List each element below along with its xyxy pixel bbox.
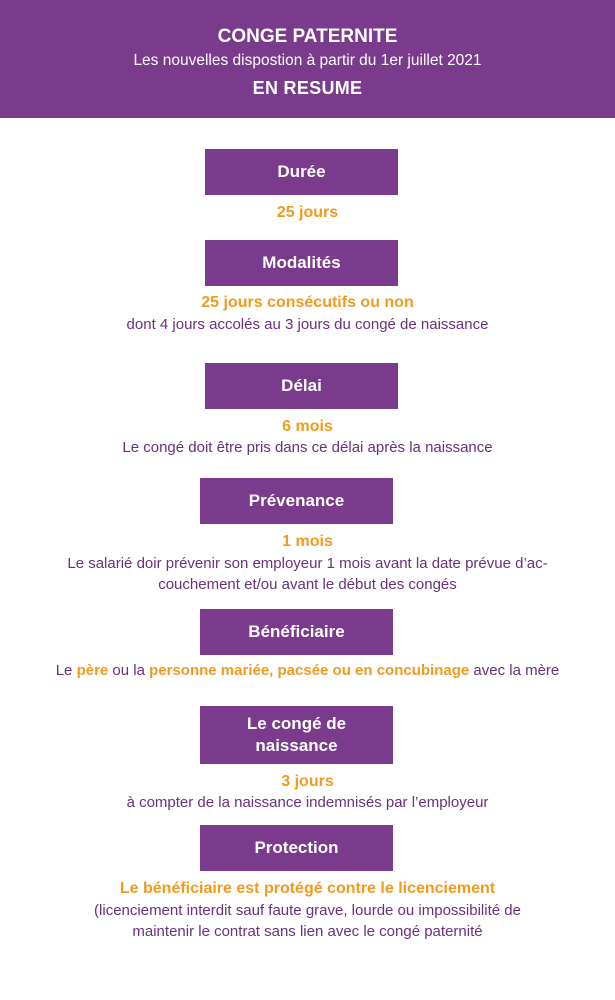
section-heading-prevenance: Prévenance <box>200 478 393 524</box>
delai-detail: Le congé doit être pris dans ce délai après la naissance <box>122 439 493 456</box>
protection-value: Le bénéficiaire est protégé contre le licenciement <box>119 880 496 897</box>
section-heading-beneficiaire: Bénéficiaire <box>200 609 393 655</box>
delai-value: 6 mois <box>282 418 333 435</box>
section-heading-conge-naissance <box>200 706 393 764</box>
protection-detail-line2: maintenir le contrat sans lien avec le congé paternité <box>132 923 483 940</box>
modalites-detail: dont 4 jours accolés au 3 jours du congé de naissance <box>126 316 489 333</box>
page-tagline: EN RESUME <box>252 78 363 98</box>
beneficiaire-pere: père <box>76 662 109 679</box>
section-heading-delai: Délai <box>205 363 398 409</box>
duree-value: 25 jours <box>276 204 339 221</box>
section-heading-protection: Protection <box>200 825 393 871</box>
protection-detail-line1: (licenciement interdit sauf faute grave, lourde ou impossibilité de <box>94 902 521 919</box>
conge-naissance-label-line1: Le congé de <box>246 714 347 733</box>
beneficiaire-personne: personne mariée, pacsée ou en concubinage <box>149 662 470 679</box>
page-subtitle: Les nouvelles dispostion à partir du 1er juillet 2021 <box>133 52 482 69</box>
page-title: CONGE PATERNITE <box>217 26 398 47</box>
beneficiaire-part3: ou la <box>108 662 150 679</box>
section-heading-modalites: Modalités <box>205 240 398 286</box>
beneficiaire-detail <box>0 662 615 679</box>
beneficiaire-part1: Le <box>55 662 77 679</box>
header-banner <box>0 0 615 118</box>
section-heading-duree: Durée <box>205 149 398 195</box>
conge-naissance-value: 3 jours <box>281 773 334 790</box>
beneficiaire-part5: avec la mère <box>469 662 560 679</box>
prevenance-detail-line1: Le salarié doir prévenir son employeur 1 mois avant la date prévue d’ac- <box>67 555 548 572</box>
prevenance-detail-line2: couchement et/ou avant le début des congés <box>158 576 457 593</box>
modalites-value: 25 jours consécutifs ou non <box>201 294 414 311</box>
conge-naissance-label-line2: naissance <box>255 736 338 755</box>
prevenance-value: 1 mois <box>282 533 333 550</box>
conge-naissance-detail: à compter de la naissance indemnisés par l’employeur <box>126 794 489 811</box>
